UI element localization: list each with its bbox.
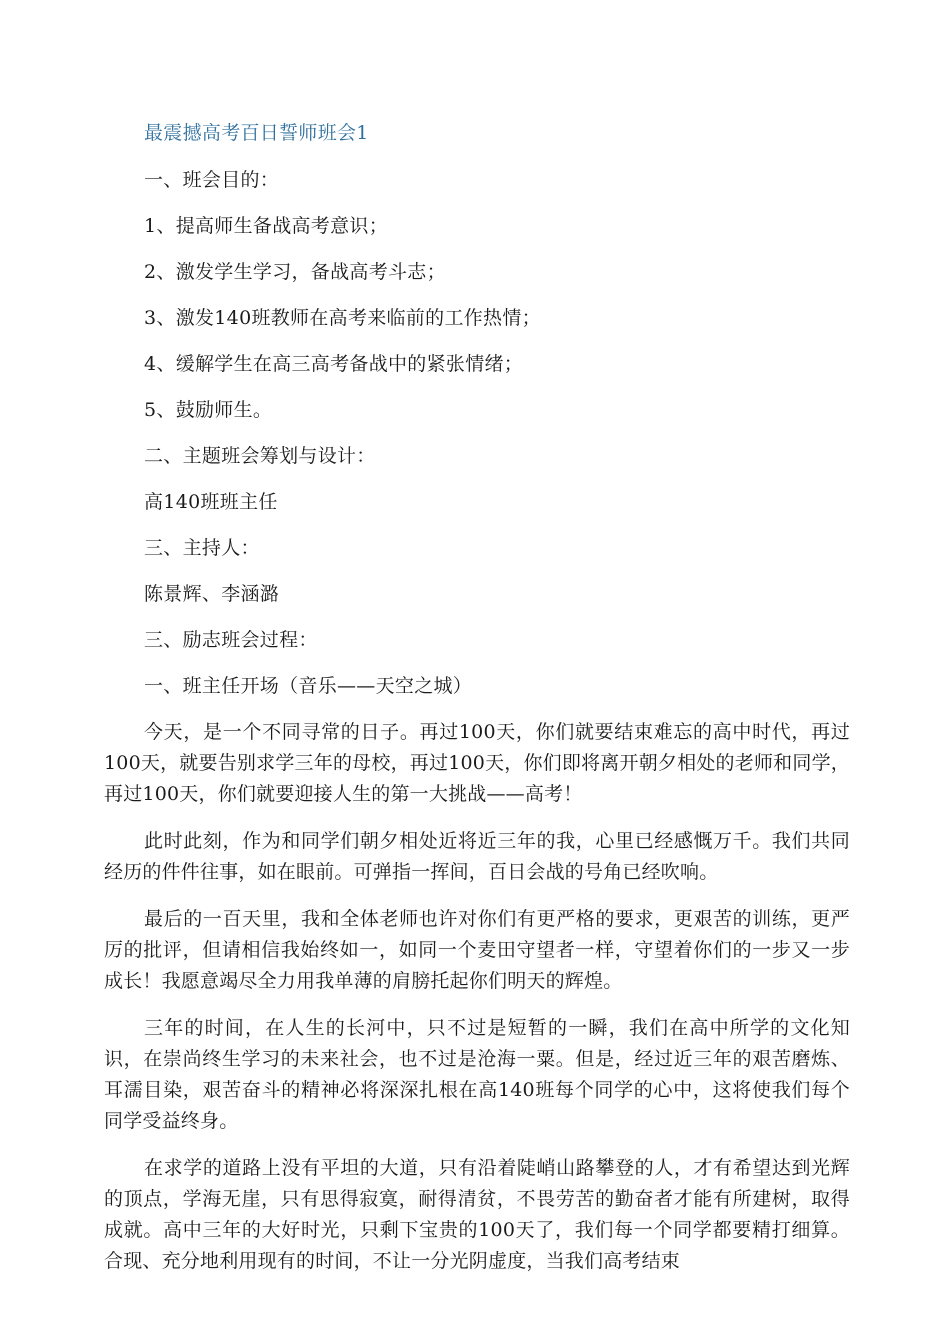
body-paragraph: 此时此刻，作为和同学们朝夕相处近将近三年的我，心里已经感慨万千。我们共同经历的件件往事，如在眼前。可弹指一挥间，百日会战的号角已经吹响。 xyxy=(104,830,850,883)
section-heading-purpose: 一、班会目的： xyxy=(144,169,280,191)
section-heading-host: 三、主持人： xyxy=(144,537,260,559)
list-item: 1、提高师生备战高考意识； xyxy=(144,215,388,237)
body-paragraph: 三年的时间，在人生的长河中，只不过是短暂的一瞬，我们在高中所学的文化知识，在崇尚终生学习的未来社会，也不过是沧海一粟。但是，经过近三年的艰苦磨炼、耳濡目染，艰苦奋斗的精神必将深深扎根在高140班每个同学的心中，这将使我们每个同学受益终身。 xyxy=(104,1017,850,1132)
designer-text: 高140班班主任 xyxy=(144,491,278,513)
document-title: 最震撼高考百日誓师班会1 xyxy=(144,122,369,144)
body-paragraph: 最后的一百天里，我和全体老师也许对你们有更严格的要求，更艰苦的训练，更严厉的批评，但请相信我始终如一，如同一个麦田守望者一样，守望着你们的一步又一步成长！我愿意竭尽全力用我单薄的肩膀托起你们明天的辉煌。 xyxy=(104,908,850,992)
section-heading-process: 三、励志班会过程： xyxy=(144,629,318,651)
list-item: 4、缓解学生在高三高考备战中的紧张情绪； xyxy=(144,353,524,375)
list-item: 5、鼓励师生。 xyxy=(144,399,273,421)
section-heading-design: 二、主题班会筹划与设计： xyxy=(144,445,376,467)
list-item: 2、激发学生学习，备战高考斗志； xyxy=(144,261,446,283)
body-paragraph: 在求学的道路上没有平坦的大道，只有沿着陡峭山路攀登的人，才有希望达到光辉的顶点，学海无崖，只有思得寂寞，耐得清贫，不畏劳苦的勤奋者才能有所建树，取得成就。高中三年的大好时光，只剩下宝贵的100天了，我们每一个同学都要精打细算。合现、充分地利用现有的时间，不让一分光阴虚度，当我们高考结束 xyxy=(104,1157,850,1272)
body-paragraph: 今天，是一个不同寻常的日子。再过100天，你们就要结束难忘的高中时代，再过100天，就要告别求学三年的母校，再过100天，你们即将离开朝夕相处的老师和同学，再过100天，你们就要迎接人生的第一大挑战——高考！ xyxy=(104,721,850,805)
list-item: 3、激发140班教师在高考来临前的工作热情； xyxy=(144,307,541,329)
subsection-heading-opening: 一、班主任开场（音乐——天空之城） xyxy=(144,675,473,697)
host-names: 陈景辉、李涵潞 xyxy=(144,583,280,605)
